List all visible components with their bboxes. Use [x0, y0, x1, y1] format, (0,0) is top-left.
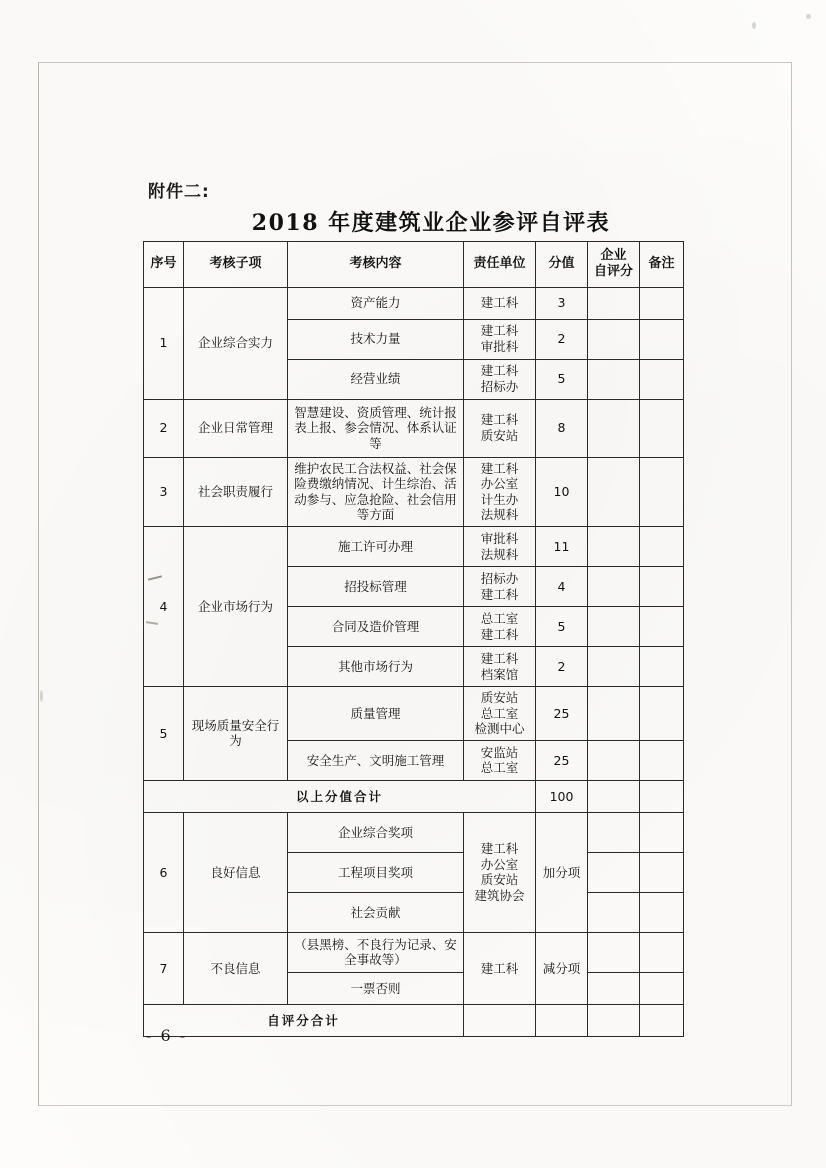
- cell-score: 2: [536, 319, 588, 359]
- table-row: [144, 527, 684, 567]
- unit-line: 建工科: [480, 650, 519, 666]
- cell-remark[interactable]: [640, 647, 684, 687]
- unit-line: 档案馆: [480, 666, 519, 682]
- cell-content: 工程项目奖项: [288, 852, 464, 892]
- cell-score: 减分项: [536, 932, 588, 1004]
- cell-content: 招投标管理: [288, 567, 464, 607]
- cell-unit: 建工科: [464, 932, 536, 1004]
- table-row: [144, 287, 684, 319]
- cell-remark[interactable]: [640, 399, 684, 457]
- final-total-label: 自评分合计: [144, 1004, 464, 1036]
- cell-score: 25: [536, 740, 588, 780]
- cell-seq: 3: [144, 457, 184, 527]
- final-total-self-score[interactable]: [588, 1004, 640, 1036]
- cell-unit: [464, 527, 536, 567]
- cell-seq: 1: [144, 287, 184, 399]
- cell-sub-item: 企业综合实力: [184, 287, 288, 399]
- header-remark: 备注: [640, 242, 684, 288]
- cell-self-score[interactable]: [588, 932, 640, 972]
- cell-sub-item: 企业日常管理: [184, 399, 288, 457]
- cell-unit: [464, 319, 536, 359]
- cell-content: （县黑榜、不良行为记录、安全事故等）: [288, 932, 464, 972]
- unit-line: 法规科: [480, 546, 519, 562]
- cell-seq: 4: [144, 527, 184, 687]
- cell-self-score[interactable]: [588, 812, 640, 852]
- page-number: - 6 -: [146, 1026, 188, 1045]
- unit-line: 安监站: [480, 744, 519, 760]
- cell-content: 质量管理: [288, 687, 464, 741]
- table-row: [144, 932, 684, 972]
- cell-remark[interactable]: [640, 607, 684, 647]
- cell-sub-item: 不良信息: [184, 932, 288, 1004]
- cell-unit: [464, 567, 536, 607]
- cell-remark[interactable]: [640, 287, 684, 319]
- cell-unit: [464, 457, 536, 527]
- header-score: 分值: [536, 242, 588, 288]
- cell-remark[interactable]: [640, 687, 684, 741]
- cell-unit: [464, 740, 536, 780]
- cell-score: 8: [536, 399, 588, 457]
- cell-content: 一票否则: [288, 972, 464, 1004]
- cell-score: 5: [536, 359, 588, 399]
- scan-speck: [40, 690, 43, 702]
- cell-sub-item: 良好信息: [184, 812, 288, 932]
- unit-line: 质安站: [480, 872, 519, 888]
- unit-line: 总工室: [480, 610, 519, 626]
- cell-unit: [464, 359, 536, 399]
- subtotal-remark[interactable]: [640, 780, 684, 812]
- cell-score: 4: [536, 567, 588, 607]
- cell-seq: 2: [144, 399, 184, 457]
- unit-line: 建工科: [480, 841, 519, 857]
- unit-line: 建工科: [480, 586, 519, 602]
- cell-unit: [464, 607, 536, 647]
- cell-score: 加分项: [536, 812, 588, 932]
- cell-unit: [464, 812, 536, 932]
- cell-remark[interactable]: [640, 740, 684, 780]
- cell-self-score[interactable]: [588, 567, 640, 607]
- cell-content: 安全生产、文明施工管理: [288, 740, 464, 780]
- cell-remark[interactable]: [640, 527, 684, 567]
- cell-remark[interactable]: [640, 319, 684, 359]
- cell-content: 经营业绩: [288, 359, 464, 399]
- unit-line: 检测中心: [474, 721, 525, 737]
- subtotal-row: [144, 780, 684, 812]
- attachment-label: 附件二:: [148, 182, 210, 202]
- header-content: 考核内容: [288, 242, 464, 288]
- cell-self-score[interactable]: [588, 892, 640, 932]
- unit-line: 办公室: [480, 476, 519, 492]
- cell-content: 社会贡献: [288, 892, 464, 932]
- cell-self-score[interactable]: [588, 972, 640, 1004]
- cell-unit: 建工科: [464, 287, 536, 319]
- unit-line: 法规科: [480, 507, 519, 523]
- cell-sub-item: 现场质量安全行为: [184, 687, 288, 781]
- table-row: [144, 399, 684, 457]
- subtotal-label: 以上分值合计: [144, 780, 536, 812]
- unit-line: 总工室: [480, 705, 519, 721]
- cell-remark[interactable]: [640, 932, 684, 972]
- cell-seq: 5: [144, 687, 184, 781]
- cell-self-score[interactable]: [588, 399, 640, 457]
- header-self-score-line2: 自评分: [593, 264, 633, 280]
- unit-line: 建筑协会: [474, 888, 525, 903]
- cell-self-score[interactable]: [588, 740, 640, 780]
- cell-content: 企业综合奖项: [288, 812, 464, 852]
- cell-score: 11: [536, 527, 588, 567]
- subtotal-self-score[interactable]: [588, 780, 640, 812]
- final-total-row: [144, 1004, 684, 1036]
- cell-unit: [464, 687, 536, 741]
- unit-line: 建工科: [480, 323, 519, 339]
- scan-speck: [752, 22, 756, 29]
- header-seq: 序号: [144, 242, 184, 288]
- unit-line: 建工科: [480, 363, 519, 379]
- cell-seq: 6: [144, 812, 184, 932]
- cell-self-score[interactable]: [588, 319, 640, 359]
- unit-line: 质安站: [480, 428, 519, 443]
- cell-sub-item: 社会职责履行: [184, 457, 288, 527]
- final-total-unit: [464, 1004, 536, 1036]
- header-sub-item: 考核子项: [184, 242, 288, 288]
- page-title: [0, 206, 826, 237]
- final-total-remark[interactable]: [640, 1004, 684, 1036]
- cell-remark[interactable]: [640, 457, 684, 527]
- cell-sub-item: 企业市场行为: [184, 527, 288, 687]
- cell-self-score[interactable]: [588, 359, 640, 399]
- unit-line: 招标办: [480, 379, 519, 394]
- cell-self-score[interactable]: [588, 687, 640, 741]
- cell-self-score[interactable]: [588, 457, 640, 527]
- unit-line: 计生办: [480, 491, 519, 507]
- cell-self-score[interactable]: [588, 852, 640, 892]
- cell-remark[interactable]: [640, 359, 684, 399]
- cell-remark[interactable]: [640, 567, 684, 607]
- cell-content: 资产能力: [288, 287, 464, 319]
- header-self-score: [588, 242, 640, 288]
- unit-line: 总工室: [480, 760, 519, 776]
- header-self-score-line1: 企业: [600, 248, 627, 263]
- cell-score: 25: [536, 687, 588, 741]
- cell-self-score[interactable]: [588, 527, 640, 567]
- cell-content: 技术力量: [288, 319, 464, 359]
- unit-line: 审批科: [480, 339, 519, 354]
- cell-score: 3: [536, 287, 588, 319]
- final-total-score[interactable]: [536, 1004, 588, 1036]
- cell-content: 合同及造价管理: [288, 607, 464, 647]
- unit-line: 办公室: [480, 856, 519, 872]
- cell-remark[interactable]: [640, 892, 684, 932]
- cell-remark[interactable]: [640, 812, 684, 852]
- cell-unit: [464, 399, 536, 457]
- subtotal-score: 100: [536, 780, 588, 812]
- unit-line: 建工科: [480, 626, 519, 642]
- unit-line: 建工科: [480, 412, 519, 428]
- cell-content: 施工许可办理: [288, 527, 464, 567]
- header-unit: 责任单位: [464, 242, 536, 288]
- cell-unit: [464, 647, 536, 687]
- cell-remark[interactable]: [640, 972, 684, 1004]
- unit-line: 审批科: [480, 530, 519, 546]
- cell-self-score[interactable]: [588, 607, 640, 647]
- cell-score: 2: [536, 647, 588, 687]
- cell-content: 维护农民工合法权益、社会保险费缴纳情况、计生综治、活动参与、应急抢险、社会信用等方面: [288, 457, 464, 527]
- table-row: [144, 457, 684, 527]
- self-assessment-table: [143, 241, 684, 1037]
- table-row: [144, 812, 684, 852]
- cell-remark[interactable]: [640, 852, 684, 892]
- page-title-text: 2018 年度建筑业企业参评自评表: [251, 210, 611, 236]
- cell-content: 其他市场行为: [288, 647, 464, 687]
- cell-score: 5: [536, 607, 588, 647]
- cell-content: 智慧建设、资质管理、统计报表上报、参会情况、体系认证等: [288, 399, 464, 457]
- cell-seq: 7: [144, 932, 184, 1004]
- unit-line: 招标办: [480, 570, 519, 586]
- scan-speck: [806, 14, 811, 19]
- table-header-row: [144, 242, 684, 288]
- unit-line: 质安站: [480, 690, 519, 705]
- unit-line: 建工科: [480, 460, 519, 476]
- table-row: [144, 687, 684, 741]
- cell-self-score[interactable]: [588, 287, 640, 319]
- cell-score: 10: [536, 457, 588, 527]
- cell-self-score[interactable]: [588, 647, 640, 687]
